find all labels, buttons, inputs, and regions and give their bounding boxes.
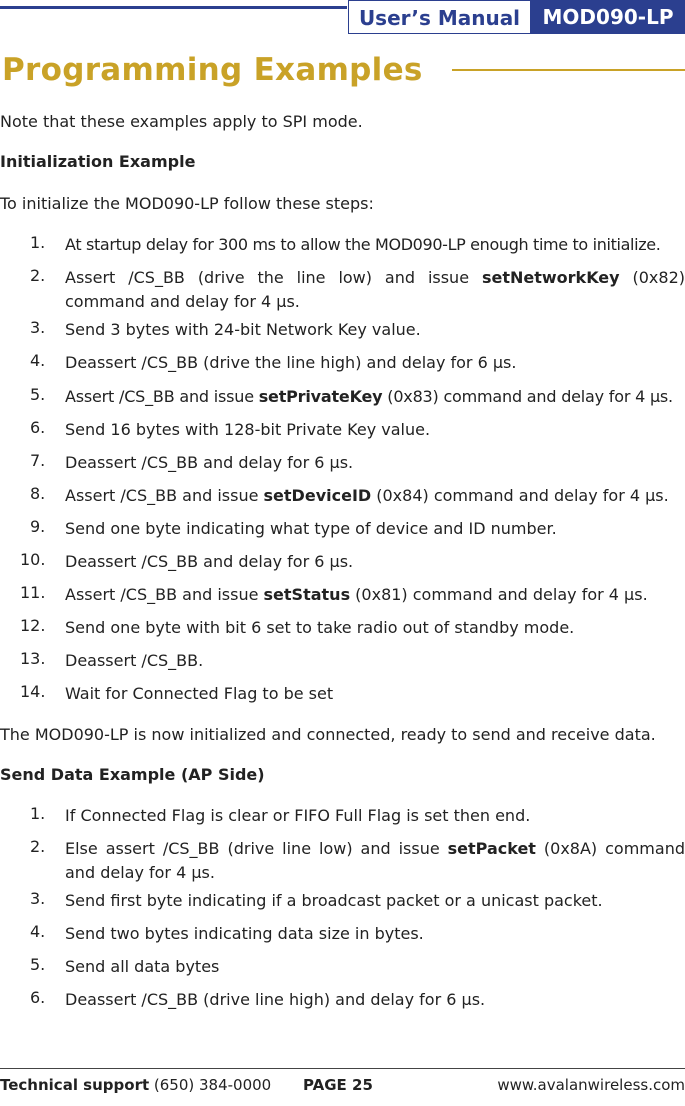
header-rule <box>0 6 347 9</box>
init-lead: To initialize the MOD090-LP follow these steps: <box>0 194 374 213</box>
command-name: setStatus <box>263 585 351 604</box>
init-heading: Initialization Example <box>0 152 196 171</box>
footer-website: www.avalanwireless.com <box>497 1076 685 1094</box>
command-name: setDeviceID <box>263 486 372 505</box>
send-heading: Send Data Example (AP Side) <box>0 765 265 784</box>
intro-text: Note that these examples apply to SPI mode. <box>0 112 363 131</box>
page-title: Programming Examples <box>2 52 423 88</box>
title-rule <box>452 69 685 71</box>
command-name: setPrivateKey <box>258 387 383 406</box>
command-name: setNetworkKey <box>481 268 620 287</box>
page-number: PAGE 25 <box>303 1076 373 1094</box>
footer-rule <box>0 1068 685 1069</box>
command-name: setPacket <box>447 839 536 858</box>
support-label: Technical support <box>0 1076 150 1094</box>
header-model-tab: MOD090-LP <box>531 0 685 34</box>
footer-support <box>0 1076 271 1094</box>
init-closing: The MOD090-LP is now initialized and connected, ready to send and receive data. <box>0 725 656 744</box>
header-manual-tab: User’s Manual <box>348 0 531 34</box>
support-phone: (650) 384-0000 <box>149 1076 272 1094</box>
